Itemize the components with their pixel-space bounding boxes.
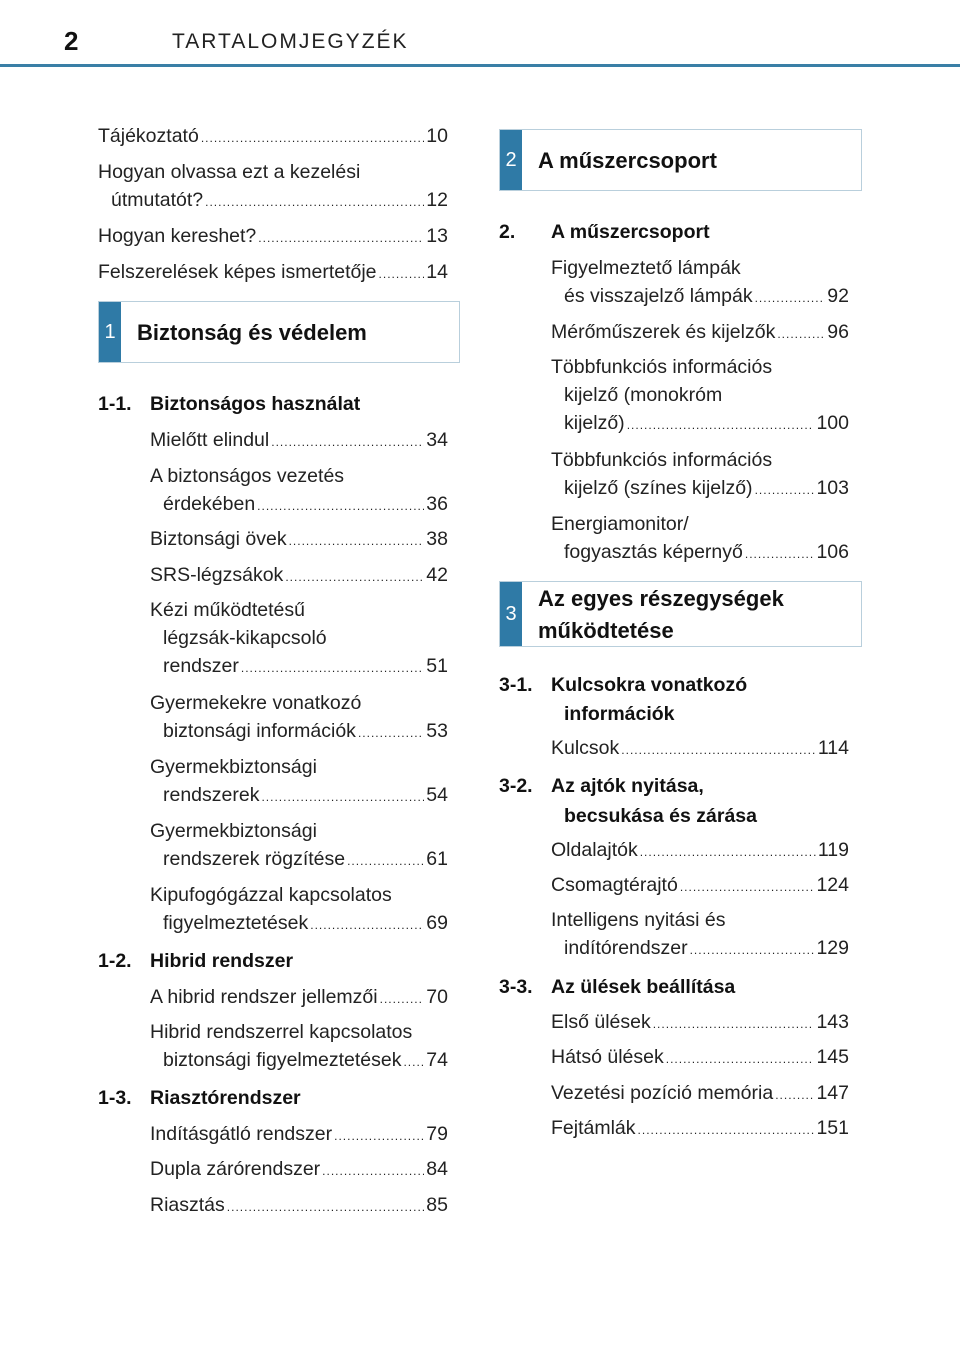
dot-leader <box>755 476 815 504</box>
toc-entry[interactable] <box>551 1008 849 1038</box>
page-ref: 61 <box>426 848 448 870</box>
toc-entry[interactable] <box>551 906 849 964</box>
page-ref: 151 <box>816 1117 849 1139</box>
page-ref: 36 <box>426 493 448 515</box>
toc-entry[interactable] <box>551 1043 849 1073</box>
page-ref: 106 <box>816 541 849 563</box>
page-ref: 84 <box>426 1158 448 1180</box>
toc-entry-text: SRS-légzsákok <box>150 564 284 586</box>
page-ref: 51 <box>426 655 448 677</box>
dot-leader <box>777 320 825 348</box>
toc-entry[interactable] <box>150 1018 448 1076</box>
toc-entry-text: Hátsó ülések <box>551 1046 664 1068</box>
toc-entry-text: Tájékoztató <box>98 125 199 147</box>
page-ref: 129 <box>816 937 849 959</box>
toc-entry-text: figyelmeztetések <box>163 912 309 934</box>
dot-leader <box>775 1081 814 1109</box>
dot-leader <box>201 124 424 152</box>
toc-entry[interactable] <box>551 734 849 764</box>
toc-entry[interactable] <box>551 510 849 568</box>
chapter-box-3[interactable] <box>499 581 862 647</box>
toc-entry-text: Többfunkciós információs <box>551 356 773 378</box>
page-ref: 114 <box>817 737 849 759</box>
dot-leader <box>347 847 424 875</box>
toc-entry-text: Energiamonitor/ <box>551 513 689 535</box>
page-ref: 119 <box>817 839 849 861</box>
toc-entry-text: Hogyan kereshet? <box>98 225 257 247</box>
dot-leader <box>666 1045 815 1073</box>
toc-entry-text: Kézi működtetésű <box>150 599 306 621</box>
toc-entry-text: biztonsági információk <box>163 720 356 742</box>
dot-leader <box>621 736 816 764</box>
page-title: TARTALOMJEGYZÉK <box>172 30 409 53</box>
toc-entry-text: Mérőműszerek és kijelzők <box>551 321 776 343</box>
toc-entry[interactable] <box>551 871 849 901</box>
dot-leader <box>653 1010 815 1038</box>
dot-leader <box>205 188 424 216</box>
toc-entry-text: útmutatót? <box>111 189 204 211</box>
toc-entry-text: rendszerek <box>163 784 260 806</box>
dot-leader <box>690 936 815 964</box>
page-ref: 92 <box>827 285 849 307</box>
toc-entry-text: indítórendszer <box>564 937 688 959</box>
toc-entry-text: Első ülések <box>551 1011 651 1033</box>
dot-leader <box>257 492 424 520</box>
toc-entry[interactable] <box>150 689 448 747</box>
toc-entry[interactable] <box>551 1114 849 1144</box>
dot-leader <box>755 284 826 312</box>
chapter-title: A műszercsoport <box>538 148 717 173</box>
toc-entry[interactable] <box>150 561 448 591</box>
chapter-title: Biztonság és védelem <box>137 320 367 345</box>
toc-entry-text: Kulcsok <box>551 737 620 759</box>
dot-leader <box>627 411 815 439</box>
dot-leader <box>379 260 425 288</box>
toc-entry-text: érdekében <box>163 493 256 515</box>
toc-entry-text: Hibrid rendszerrel kapcsolatos <box>150 1021 413 1043</box>
page-ref: 145 <box>816 1046 849 1068</box>
dot-leader <box>322 1157 424 1185</box>
toc-entry[interactable] <box>150 881 448 939</box>
dot-leader <box>285 563 424 591</box>
toc-entry[interactable] <box>551 318 849 348</box>
page-ref: 70 <box>426 986 448 1008</box>
page-ref: 10 <box>426 125 448 147</box>
toc-entry-text: Indításgátló rendszer <box>150 1123 333 1145</box>
toc-entry[interactable] <box>98 222 448 252</box>
toc-entry[interactable] <box>551 446 849 504</box>
toc-entry-text: Csomagtérajtó <box>551 874 678 896</box>
toc-entry-text: Többfunkciós információs <box>551 449 773 471</box>
page-ref: 85 <box>426 1194 448 1216</box>
page-ref: 143 <box>816 1011 849 1033</box>
toc-entry-text: Vezetési pozíció memória <box>551 1082 774 1104</box>
dot-leader <box>310 911 424 939</box>
header-rule <box>0 64 960 67</box>
page-ref: 69 <box>426 912 448 934</box>
dot-leader <box>227 1193 425 1221</box>
chapter-number-tab: 2 <box>500 130 522 190</box>
dot-leader <box>289 527 425 555</box>
page-ref: 14 <box>426 261 448 283</box>
toc-entry[interactable] <box>150 753 448 811</box>
toc-entry-text: Kipufogógázzal kapcsolatos <box>150 884 392 906</box>
dot-leader <box>241 654 424 682</box>
toc-entry[interactable] <box>150 525 448 555</box>
page-number: 2 <box>64 26 79 56</box>
toc-entry-text: kijelző) <box>564 412 625 434</box>
dot-leader <box>640 838 816 866</box>
toc-entry[interactable] <box>551 353 849 439</box>
page-ref: 79 <box>426 1123 448 1145</box>
page-ref: 124 <box>816 874 849 896</box>
page-ref: 42 <box>426 564 448 586</box>
chapter-box-1[interactable] <box>98 301 460 363</box>
dot-leader <box>403 1048 424 1076</box>
page-ref: 147 <box>816 1082 849 1104</box>
page-ref: 13 <box>426 225 448 247</box>
toc-entry-text: légzsák-kikapcsoló <box>163 627 327 649</box>
toc-entry[interactable] <box>150 817 448 875</box>
toc-entry[interactable] <box>150 1191 448 1221</box>
toc-entry[interactable] <box>150 983 448 1013</box>
toc-entry-text: Hogyan olvassa ezt a kezelési <box>98 161 361 183</box>
chapter-number-tab: 3 <box>500 582 522 646</box>
page-header <box>0 0 960 70</box>
dot-leader <box>271 428 424 456</box>
dot-leader <box>258 224 424 252</box>
page-ref: 74 <box>426 1049 448 1071</box>
dot-leader <box>680 873 815 901</box>
toc-entry[interactable] <box>98 258 448 288</box>
toc-entry[interactable] <box>551 254 849 312</box>
chapter-title-line-1: Az egyes részegységek <box>538 586 784 611</box>
toc-entry-text: Gyermekekre vonatkozó <box>150 692 362 714</box>
page-ref: 34 <box>426 429 448 451</box>
chapter-title-line-2: működtetése <box>538 618 674 643</box>
toc-entry[interactable] <box>551 1079 849 1109</box>
chapter-number-tab: 1 <box>99 302 121 362</box>
dot-leader <box>334 1122 424 1150</box>
toc-entry-text: A biztonságos vezetés <box>150 465 345 487</box>
page-ref: 96 <box>827 321 849 343</box>
chapter-box-2[interactable] <box>499 129 862 191</box>
toc-entry-text: Gyermekbiztonsági <box>150 820 317 842</box>
dot-leader <box>638 1116 815 1144</box>
toc-entry[interactable] <box>98 122 448 152</box>
page-ref: 12 <box>426 189 448 211</box>
toc-entry-text: kijelző (monokróm <box>564 384 723 406</box>
toc-entry[interactable] <box>150 1155 448 1185</box>
page-ref: 38 <box>426 528 448 550</box>
toc-entry[interactable] <box>150 1120 448 1150</box>
section-heading[interactable]: 3-2. Az ajtók nyitása, becsukása és zárása <box>499 775 757 827</box>
page-ref: 100 <box>816 412 849 434</box>
dot-leader <box>380 985 425 1013</box>
toc-entry-text: Riasztás <box>150 1194 225 1216</box>
toc-entry[interactable] <box>551 836 849 866</box>
toc-entry-text: rendszerek rögzítése <box>163 848 346 870</box>
toc-entry-text: rendszer <box>163 655 239 677</box>
section-heading[interactable]: 3-1. Kulcsokra vonatkozó információk <box>499 674 748 725</box>
toc-entry[interactable] <box>150 596 448 682</box>
page-ref: 53 <box>426 720 448 742</box>
page-ref: 54 <box>426 784 448 806</box>
page-ref: 103 <box>816 477 849 499</box>
toc-entry-text: Mielőtt elindul <box>150 429 270 451</box>
toc-entry-text: Dupla zárórendszer <box>150 1158 321 1180</box>
toc-entry-text: Fejtámlák <box>551 1117 636 1139</box>
toc-entry-text: Figyelmeztető lámpák <box>551 257 741 279</box>
toc-entry[interactable] <box>150 462 448 520</box>
toc-entry-text: A hibrid rendszer jellemzői <box>150 986 378 1008</box>
toc-entry-text: Felszerelések képes ismertetője <box>98 261 377 283</box>
toc-entry-text: biztonsági figyelmeztetések <box>163 1049 402 1071</box>
toc-entry[interactable] <box>150 426 448 456</box>
toc-entry-text: Gyermekbiztonsági <box>150 756 317 778</box>
toc-entry-text: és visszajelző lámpák <box>564 285 753 307</box>
toc-entry-text: kijelző (színes kijelző) <box>564 477 753 499</box>
toc-entry[interactable] <box>98 158 448 216</box>
dot-leader <box>358 719 424 747</box>
dot-leader <box>261 783 424 811</box>
dot-leader <box>745 540 815 568</box>
toc-entry-text: Biztonsági övek <box>150 528 287 550</box>
toc-entry-text: fogyasztás képernyő <box>564 541 743 563</box>
toc-entry-text: Oldalajtók <box>551 839 638 861</box>
toc-entry-text: Intelligens nyitási és <box>551 909 726 931</box>
